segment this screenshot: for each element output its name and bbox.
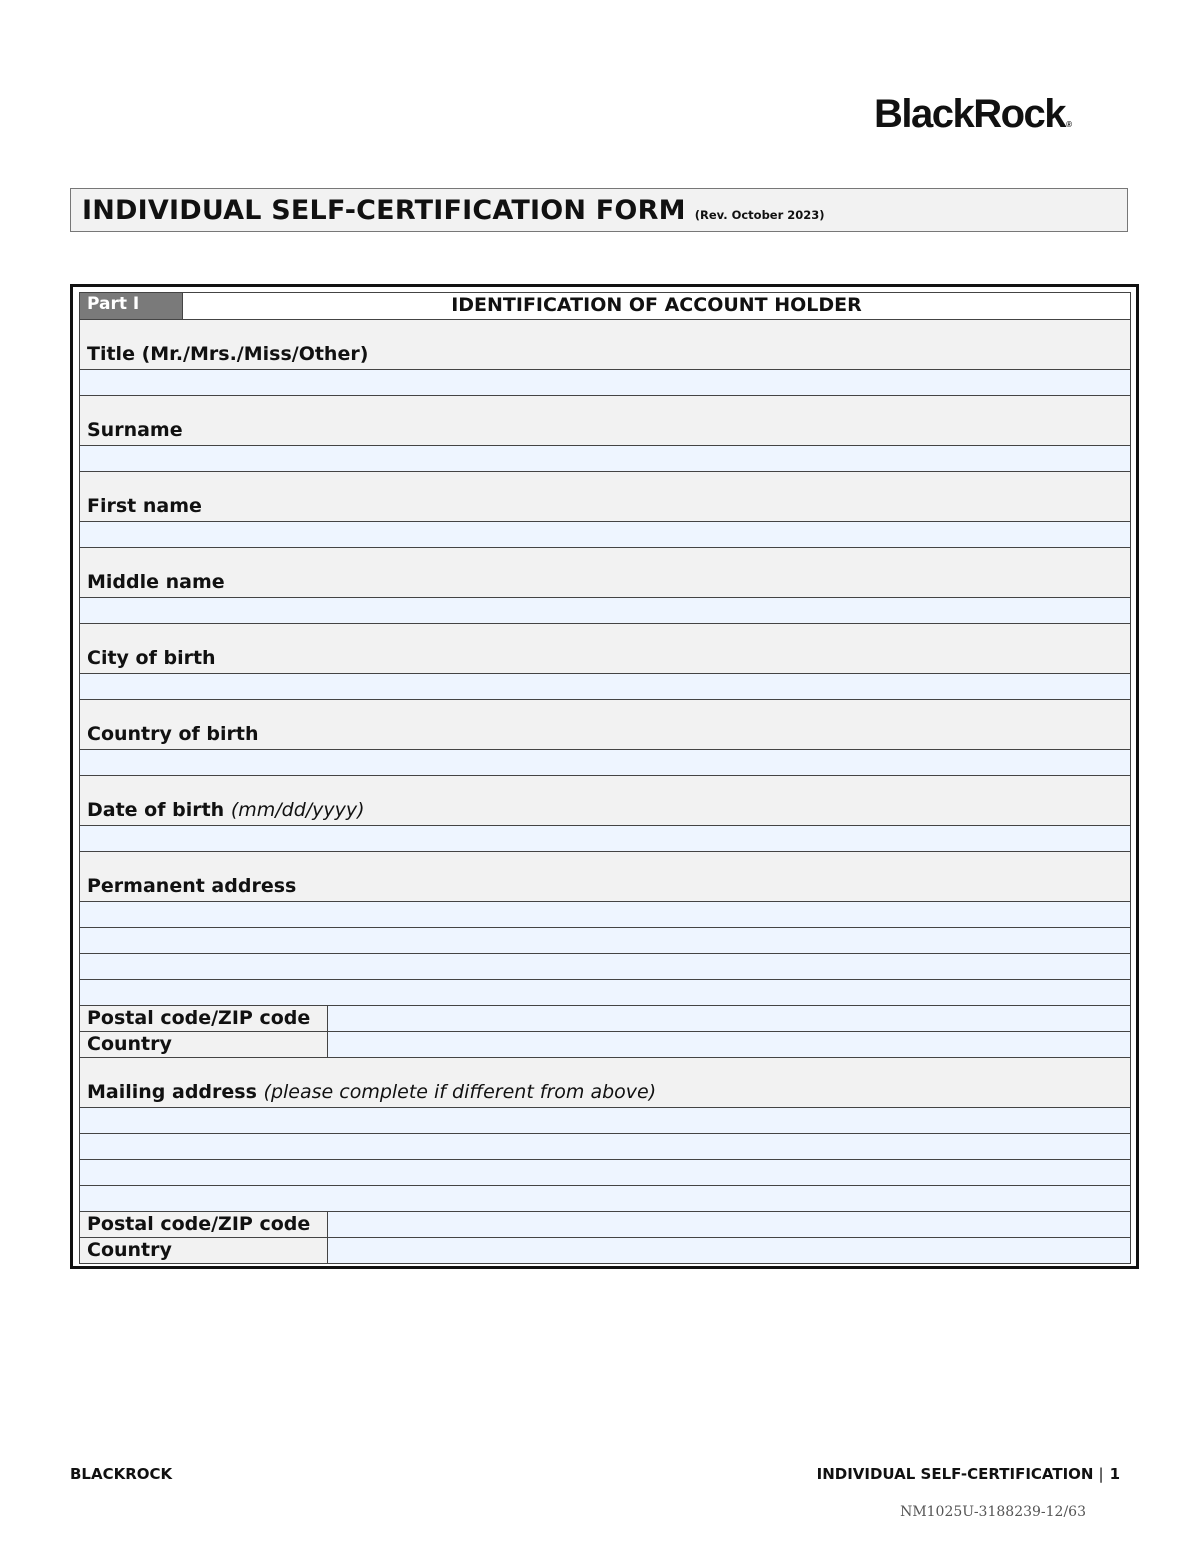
- footer-title: INDIVIDUAL SELF-CERTIFICATION: [816, 1465, 1094, 1483]
- country-of-birth-field[interactable]: [80, 750, 1130, 776]
- form-title: INDIVIDUAL SELF-CERTIFICATION FORM: [82, 195, 686, 226]
- date-of-birth-field[interactable]: [80, 826, 1130, 852]
- permanent-country-row: [80, 1032, 1130, 1058]
- mailing-address-line-1[interactable]: [80, 1108, 1130, 1134]
- mailing-postal-code-row: [80, 1212, 1130, 1238]
- country-label: Country: [80, 1238, 328, 1263]
- form-revision: (Rev. October 2023): [694, 208, 825, 222]
- section-title: IDENTIFICATION OF ACCOUNT HOLDER: [451, 294, 862, 316]
- permanent-address-line-4[interactable]: [80, 980, 1130, 1006]
- mailing-address-line-3[interactable]: [80, 1160, 1130, 1186]
- permanent-postal-code-field[interactable]: [328, 1006, 1130, 1031]
- city-of-birth-label: City of birth: [80, 624, 1130, 674]
- postal-code-label: Postal code/ZIP code: [80, 1212, 328, 1237]
- logo-text: BlackRock: [874, 92, 1066, 136]
- surname-label: Surname: [80, 396, 1130, 446]
- first-name-field[interactable]: [80, 522, 1130, 548]
- postal-code-label: Postal code/ZIP code: [80, 1006, 328, 1031]
- first-name-label: First name: [80, 472, 1130, 522]
- registered-mark: ®: [1066, 120, 1072, 129]
- middle-name-field[interactable]: [80, 598, 1130, 624]
- middle-name-label: Middle name: [80, 548, 1130, 598]
- footer-brand: BLACKROCK: [70, 1465, 173, 1483]
- permanent-address-label: Permanent address: [80, 852, 1130, 902]
- mailing-address-line-4[interactable]: [80, 1186, 1130, 1212]
- page-number: 1: [1109, 1465, 1120, 1483]
- permanent-address-line-2[interactable]: [80, 928, 1130, 954]
- mailing-postal-code-field[interactable]: [328, 1212, 1130, 1237]
- mailing-country-field[interactable]: [328, 1238, 1130, 1263]
- title-field[interactable]: [80, 370, 1130, 396]
- date-of-birth-label: Date of birth (mm/dd/yyyy): [80, 776, 1130, 826]
- mailing-address-label: Mailing address (please complete if different from above): [80, 1058, 1130, 1108]
- date-format-hint: (mm/dd/yyyy): [230, 799, 365, 821]
- footer-separator: |: [1098, 1465, 1104, 1483]
- form-title-box: [70, 188, 1128, 232]
- part-label: Part I: [80, 293, 183, 319]
- mailing-address-line-2[interactable]: [80, 1134, 1130, 1160]
- mailing-address-hint: (please complete if different from above): [263, 1081, 657, 1103]
- permanent-address-line-1[interactable]: [80, 902, 1130, 928]
- part1-header: [80, 293, 1130, 320]
- permanent-address-line-3[interactable]: [80, 954, 1130, 980]
- title-label: Title (Mr./Mrs./Miss/Other): [80, 320, 1130, 370]
- permanent-postal-code-row: [80, 1006, 1130, 1032]
- footer-doc-title: [817, 1465, 1120, 1483]
- country-label: Country: [80, 1032, 328, 1057]
- city-of-birth-field[interactable]: [80, 674, 1130, 700]
- mailing-country-row: [80, 1238, 1130, 1264]
- permanent-country-field[interactable]: [328, 1032, 1130, 1057]
- blackrock-logo: [874, 92, 1072, 137]
- document-code: NM1025U-3188239-12/63: [900, 1504, 1086, 1520]
- country-of-birth-label: Country of birth: [80, 700, 1130, 750]
- part1-form: [79, 292, 1131, 1264]
- surname-field[interactable]: [80, 446, 1130, 472]
